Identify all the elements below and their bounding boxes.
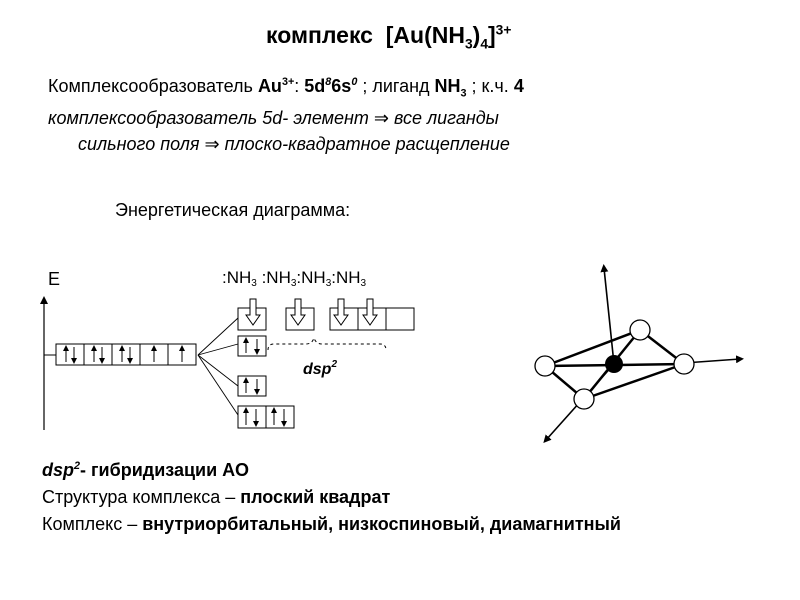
page-title: комплекс $[Au(NH_3)_4]^{3+}$ xyxy=(266,22,512,52)
orbital-pair-level-3 xyxy=(238,376,266,396)
hybrid-orbitals-row xyxy=(238,299,414,330)
hybrid-brace xyxy=(268,338,386,350)
ligand-atom xyxy=(674,354,694,374)
complex-type-line: Комплекс – внутриорбитальный, низкоспиновый, диамагнитный xyxy=(42,514,621,534)
splitting-line: сильного поля ⇒ плоско-квадратное расщепление xyxy=(78,134,510,154)
hybridization-line: dsp$^2$- гибридизации АО xyxy=(42,460,249,480)
ligand-atom xyxy=(574,389,594,409)
element-type-line: комплексообразователь 5d- элемент ⇒ все лиганды xyxy=(48,108,499,128)
axis-z xyxy=(604,268,614,364)
ligand-atom xyxy=(535,356,555,376)
square-planar-structure xyxy=(535,268,740,440)
ligand-labels: :NH3 :NH3:NH3:NH3 xyxy=(222,268,367,289)
orbital-pair-level-4 xyxy=(238,406,294,428)
structure-line: Структура комплекса – плоский квадрат xyxy=(42,487,391,507)
orbital-pair-level-2 xyxy=(238,336,266,356)
ligand-atom xyxy=(630,320,650,340)
hybrid-label: dsp$^2$ xyxy=(303,359,338,378)
splitting-lines xyxy=(198,318,238,415)
axis-label-e: E xyxy=(48,269,61,289)
complexing-agent-line: Комплексообразователь $Au^{3+}$: $5d^86s^0$ ; лиганд $NH_3$ ; к.ч. 4 xyxy=(48,76,524,100)
energy-diagram-title: Энергетическая диаграмма: xyxy=(115,200,351,220)
central-atom xyxy=(605,355,623,373)
d-orbitals-left xyxy=(56,344,196,365)
